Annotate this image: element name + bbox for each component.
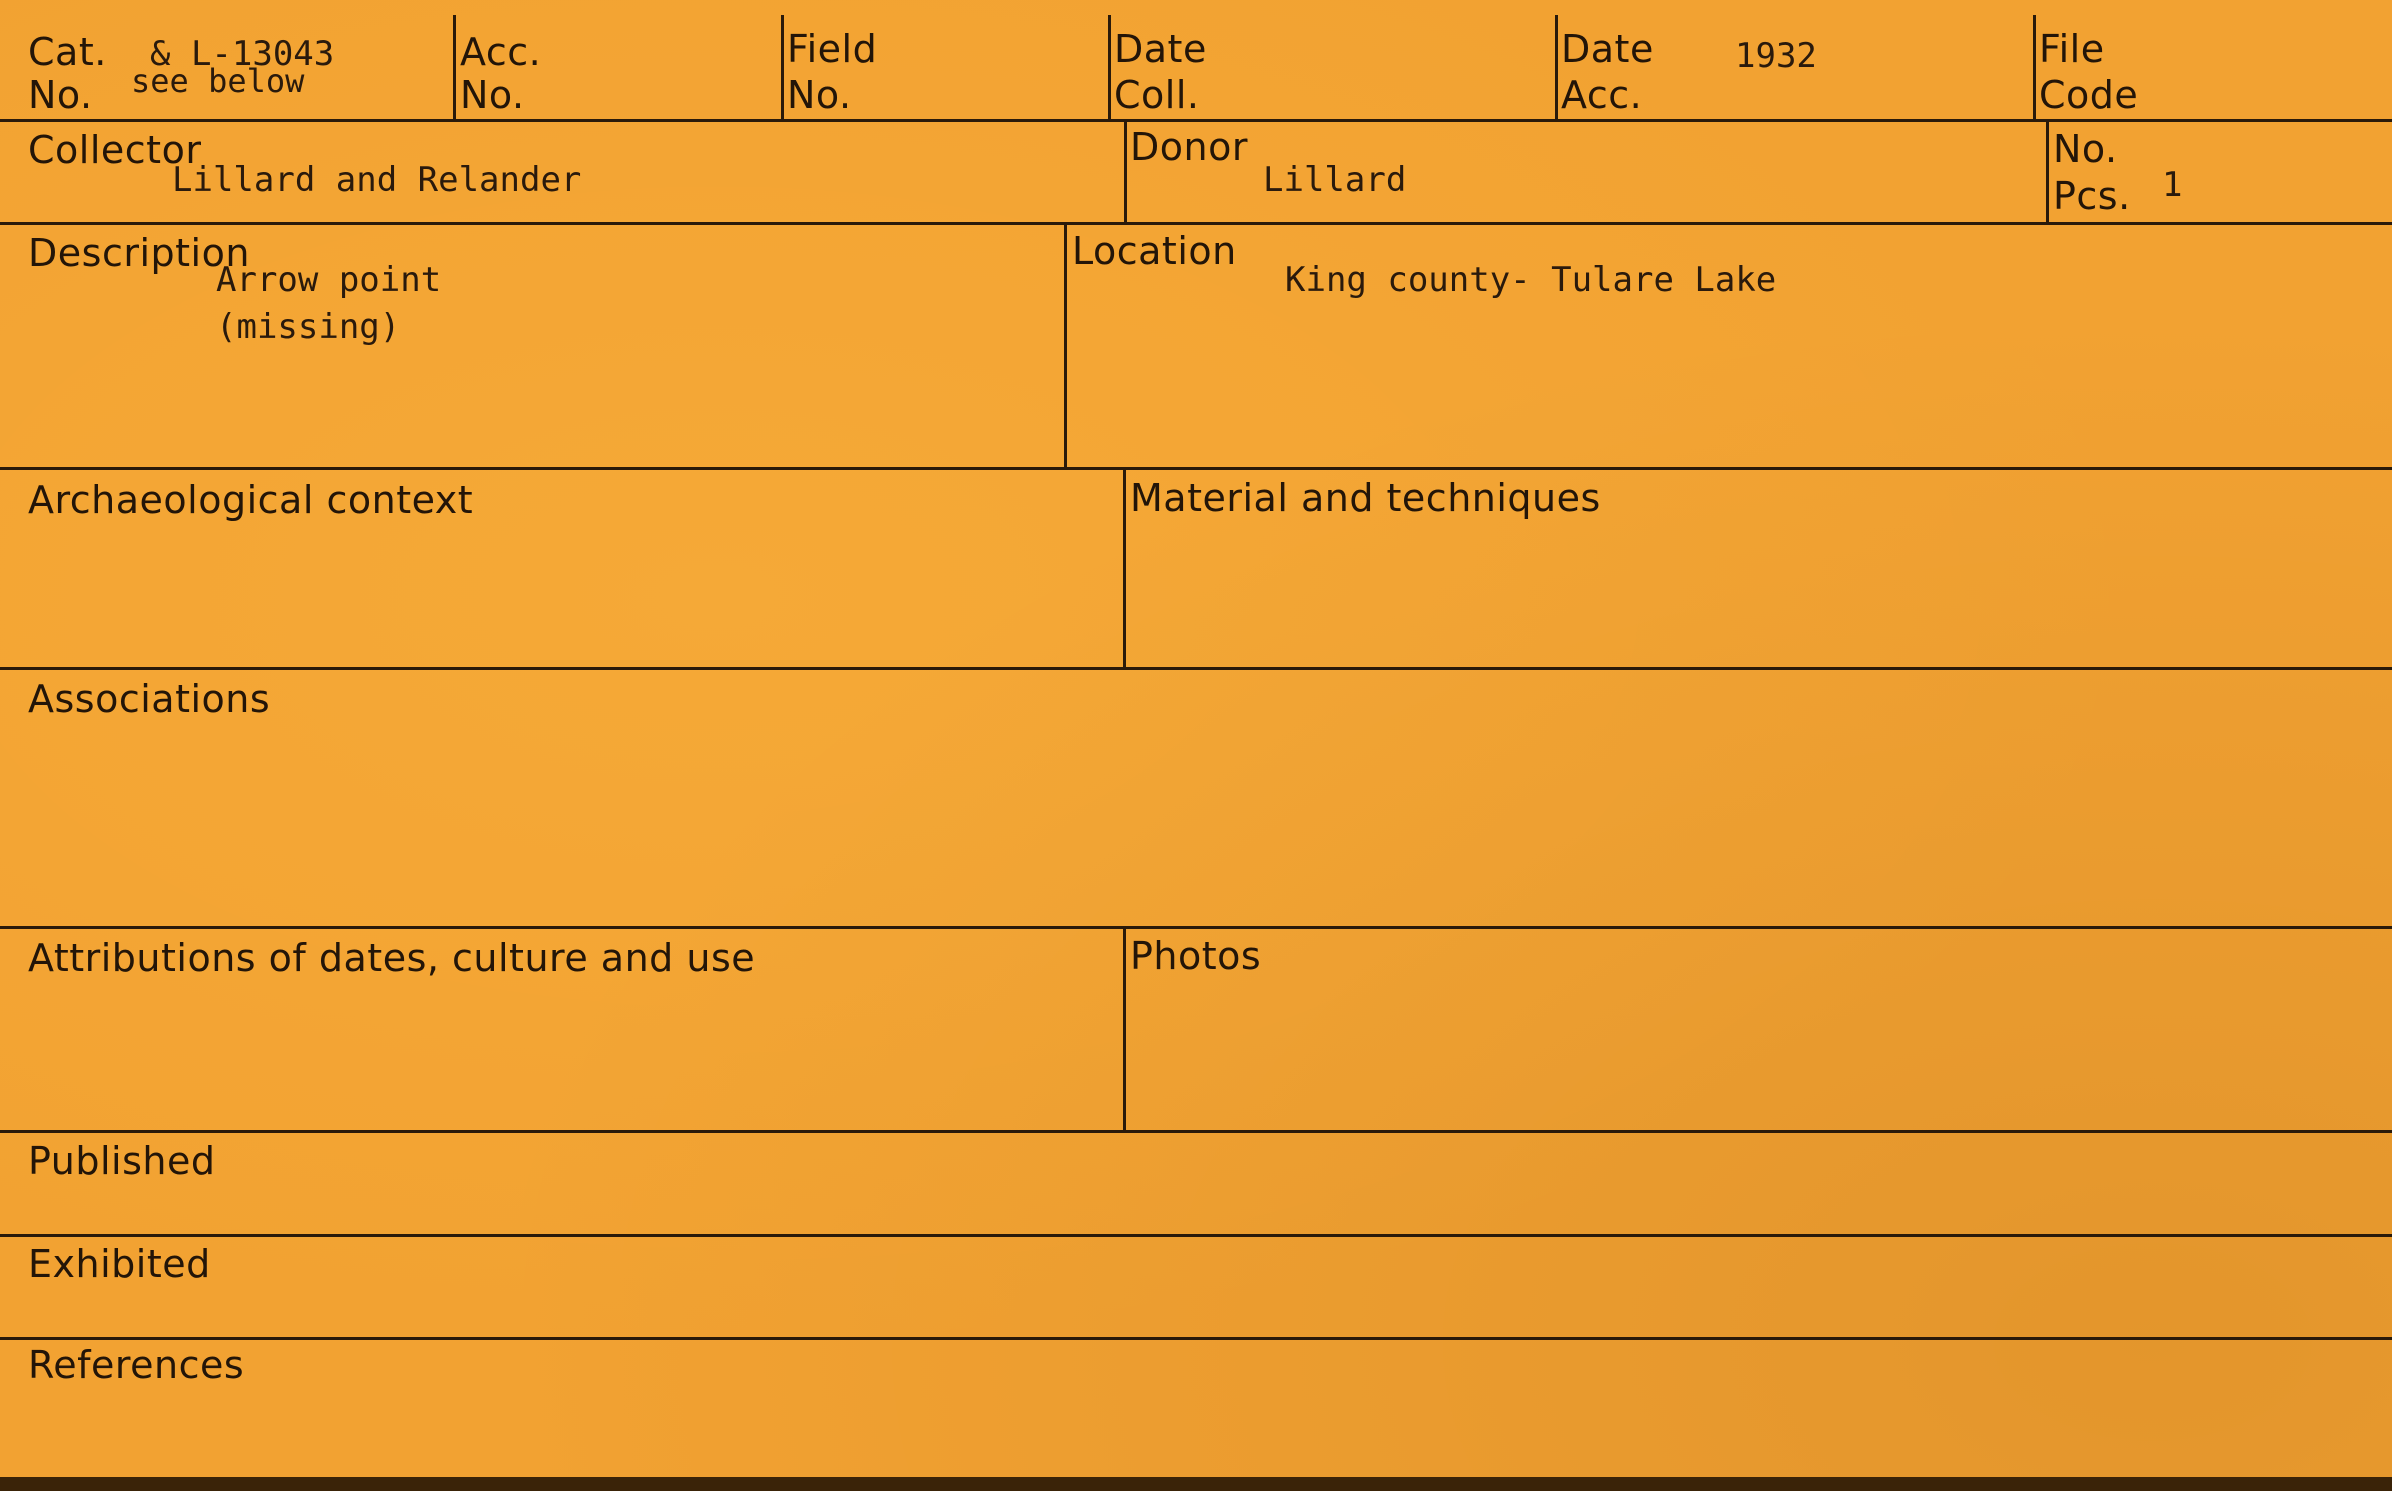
rule-attributions-bottom — [0, 1130, 2392, 1133]
associations-label: Associations — [28, 677, 271, 721]
rule-v-pieces — [2046, 121, 2049, 224]
exhibited-label: Exhibited — [28, 1242, 211, 1286]
description-label: Description — [28, 231, 250, 275]
rule-published-bottom — [0, 1234, 2392, 1237]
acc-no-label-1: Acc. — [460, 30, 542, 74]
rule-v-file-code — [2033, 15, 2036, 121]
date-coll-label-1: Date — [1114, 27, 1207, 71]
description-line-2: (missing) — [216, 307, 401, 347]
collector-label: Collector — [28, 128, 202, 172]
cat-no-value: & L-13043 — [150, 34, 335, 74]
references-label: References — [28, 1343, 245, 1387]
rule-v-date-acc — [1555, 15, 1558, 121]
rule-context-bottom — [0, 667, 2392, 670]
archaeological-context-label: Archaeological context — [28, 478, 474, 522]
rule-collector-bottom — [0, 222, 2392, 225]
cat-no-label-1: Cat. — [28, 30, 107, 74]
attributions-label: Attributions of dates, culture and use — [28, 936, 756, 980]
cat-no-note: see below — [131, 62, 305, 100]
rule-v-material — [1123, 469, 1126, 669]
card-bottom-edge — [0, 1477, 2392, 1491]
field-no-label-2: No. — [787, 73, 852, 117]
rule-v-field — [781, 15, 784, 121]
date-acc-label-1: Date — [1561, 27, 1654, 71]
published-label: Published — [28, 1139, 216, 1183]
location-label: Location — [1072, 229, 1237, 273]
rule-v-acc — [453, 15, 456, 121]
material-techniques-label: Material and techniques — [1130, 476, 1601, 520]
file-code-label-2: Code — [2039, 73, 2139, 117]
rule-v-date-coll — [1108, 15, 1111, 121]
rule-exhibited-bottom — [0, 1337, 2392, 1340]
donor-label: Donor — [1130, 125, 1248, 169]
photos-label: Photos — [1130, 934, 1262, 978]
pieces-label-1: No. — [2053, 127, 2118, 171]
pieces-label-2: Pcs. — [2053, 174, 2131, 218]
cat-no-label-2: No. — [28, 73, 93, 117]
description-line-1: Arrow point — [216, 260, 442, 300]
rule-v-donor — [1124, 121, 1127, 224]
file-code-label-1: File — [2039, 27, 2105, 71]
date-coll-label-2: Coll. — [1114, 73, 1200, 117]
rule-associations-bottom — [0, 926, 2392, 929]
location-value: King county- Tulare Lake — [1285, 260, 1777, 300]
date-acc-value: 1932 — [1735, 36, 1817, 76]
pieces-value: 1 — [2162, 165, 2183, 205]
donor-value: Lillard — [1263, 160, 1407, 200]
field-no-label-1: Field — [787, 27, 878, 71]
rule-description-bottom — [0, 467, 2392, 470]
date-acc-label-2: Acc. — [1561, 73, 1643, 117]
rule-v-photos — [1123, 928, 1126, 1132]
acc-no-label-2: No. — [460, 73, 525, 117]
collector-value: Lillard and Relander — [172, 160, 582, 200]
rule-v-location — [1064, 224, 1067, 469]
